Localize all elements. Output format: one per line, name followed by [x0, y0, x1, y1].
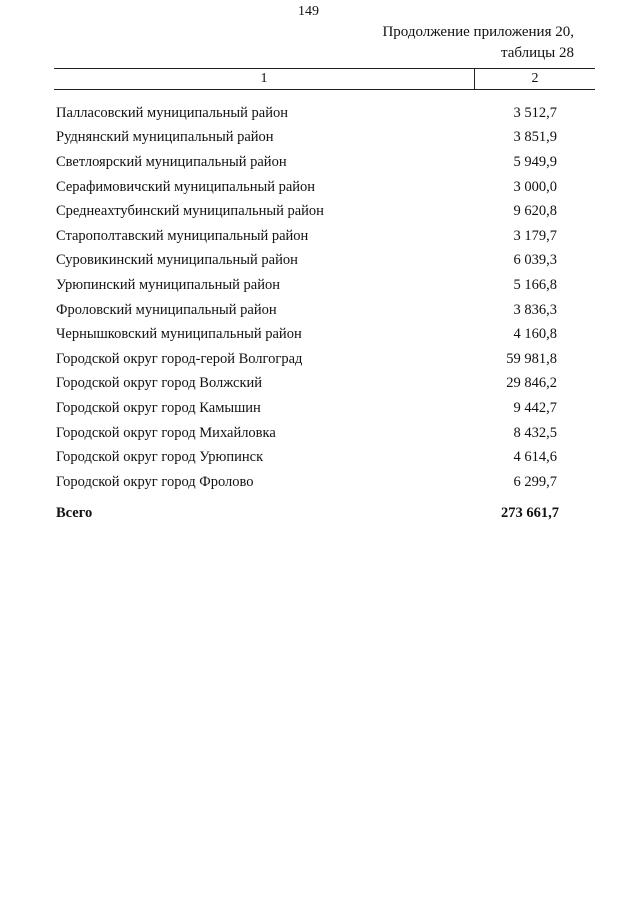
row-name: Старополтавский муниципальный район: [56, 227, 309, 244]
table-row: [54, 199, 595, 224]
table-row: [54, 224, 595, 249]
total-label: Всего: [56, 505, 93, 521]
row-value: 3 512,7: [513, 104, 557, 121]
row-name: Городской округ город-герой Волгоград: [56, 350, 303, 367]
page-number: 149: [298, 4, 319, 19]
row-value: 3 836,3: [513, 301, 557, 318]
row-value: 3 851,9: [513, 129, 557, 146]
row-value: 3 000,0: [513, 178, 557, 195]
total-value: 273 661,7: [501, 505, 559, 521]
column-header-1: 1: [54, 69, 475, 89]
row-name: Городской округ город Фролово: [56, 473, 254, 490]
table-body: [54, 101, 595, 495]
row-value: 29 846,2: [506, 375, 557, 392]
total-row: [54, 501, 595, 527]
row-name: Светлоярский муниципальный район: [56, 153, 287, 170]
row-name: Палласовский муниципальный район: [56, 104, 288, 121]
row-value: 5 166,8: [513, 276, 557, 293]
table-row: [54, 126, 595, 151]
table-caption: [382, 22, 574, 64]
row-name: Чернышковский муниципальный район: [56, 326, 302, 343]
table-row: [54, 249, 595, 274]
row-value: 6 299,7: [513, 473, 557, 490]
table-row: [54, 372, 595, 397]
row-value: 4 614,6: [513, 449, 557, 466]
table-row: [54, 298, 595, 323]
row-name: Урюпинский муниципальный район: [56, 276, 280, 293]
table-row: [54, 273, 595, 298]
column-header-2: 2: [531, 71, 539, 86]
table-row: [54, 445, 595, 470]
row-name: Городской округ город Волжский: [56, 375, 263, 392]
caption-line-2: таблицы 28: [500, 45, 574, 61]
table-row: [54, 101, 595, 126]
row-value: 9 442,7: [513, 399, 557, 416]
table-row: [54, 421, 595, 446]
row-value: 9 620,8: [513, 203, 557, 220]
row-name: Среднеахтубинский муниципальный район: [56, 203, 324, 220]
data-table: [54, 68, 595, 527]
row-value: 6 039,3: [513, 252, 557, 269]
row-name: Серафимовичский муниципальный район: [56, 178, 316, 195]
table-row: [54, 396, 595, 421]
row-value: 8 432,5: [513, 424, 557, 441]
caption-line-1: Продолжение приложения 20,: [382, 24, 574, 40]
table-row: [54, 322, 595, 347]
row-name: Городской округ город Михайловка: [56, 424, 276, 441]
table-header: [54, 68, 595, 90]
table-row: [54, 175, 595, 200]
row-name: Фроловский муниципальный район: [56, 301, 277, 318]
row-name: Суровикинский муниципальный район: [56, 252, 298, 269]
table-row: [54, 347, 595, 372]
row-value: 5 949,9: [513, 153, 557, 170]
row-value: 59 981,8: [506, 350, 557, 367]
row-name: Городской округ город Камышин: [56, 399, 261, 416]
row-name: Городской округ город Урюпинск: [56, 449, 264, 466]
table-row: [54, 150, 595, 175]
table-row: [54, 470, 595, 495]
row-name: Руднянский муниципальный район: [56, 129, 274, 146]
row-value: 3 179,7: [513, 227, 557, 244]
row-value: 4 160,8: [513, 326, 557, 343]
